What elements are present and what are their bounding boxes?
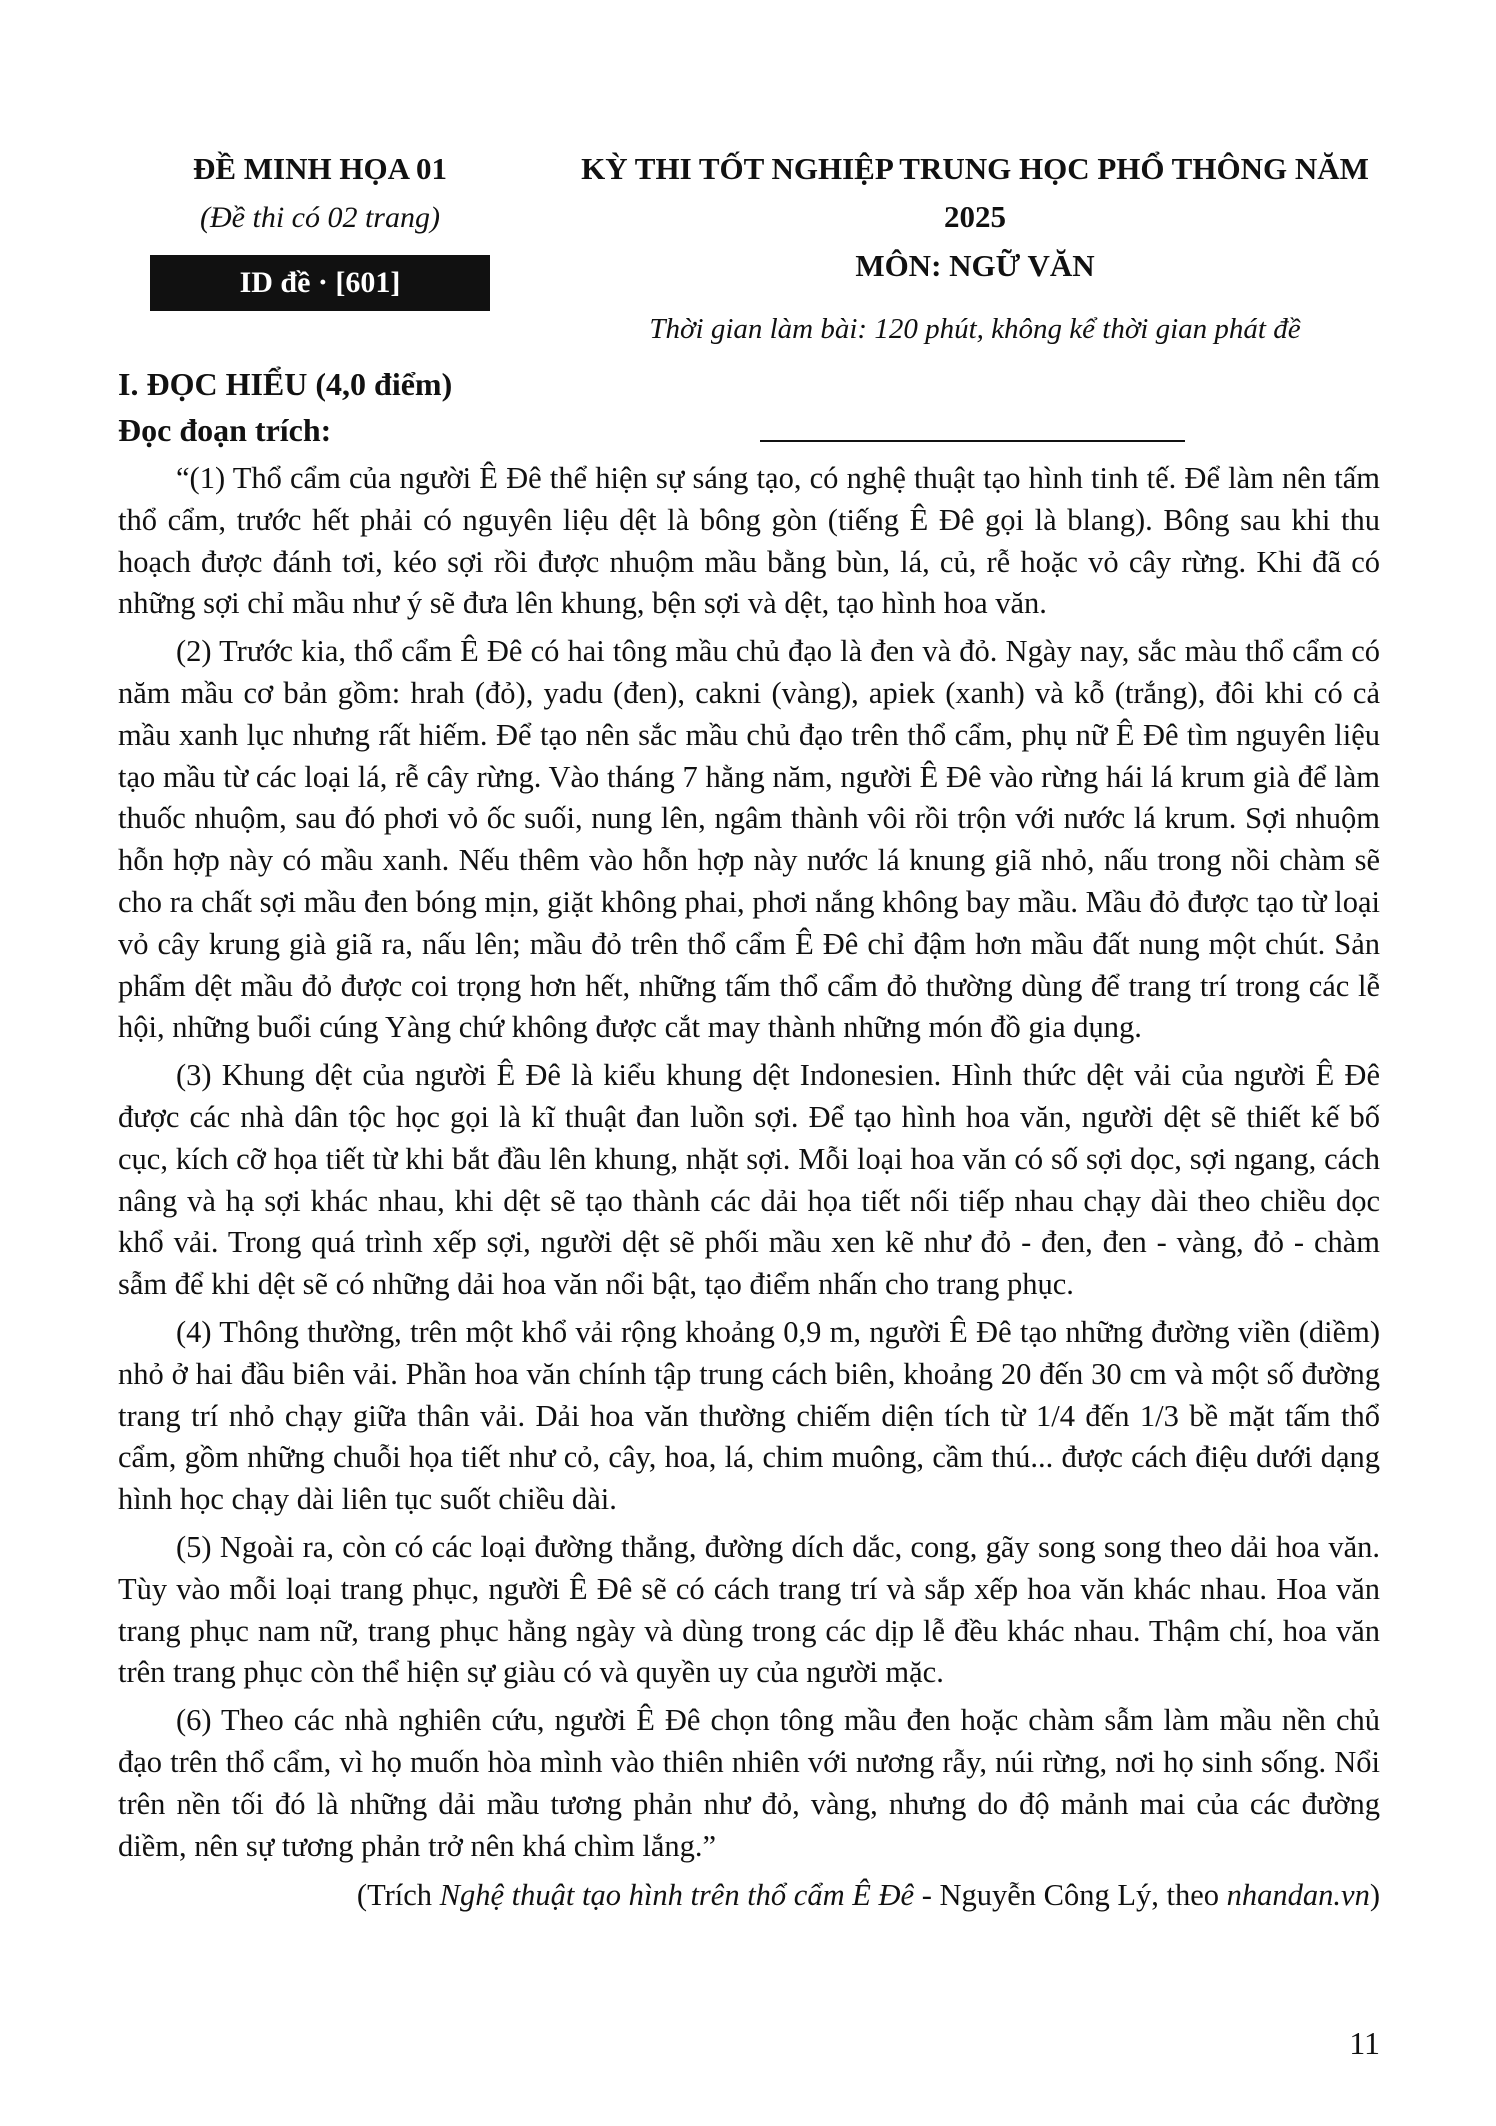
page-number: 11 (1349, 2025, 1380, 2061)
passage-paragraph: (5) Ngoài ra, còn có các loại đường thẳng, đường dích dắc, cong, gãy song song theo dải hoa văn. Tùy vào mỗi loại trang phục, người Ê Đê sẽ có cách trang trí và sắp xếp hoa văn khác nhau. Hoa văn trang phục nam nữ, trang phục hằng ngày và dùng trong các dịp lễ đều khác nhau. Thậm chí, hoa văn trên trang phục còn thể hiện sự giàu có và quyền uy của người mặc. (118, 1529, 1380, 1690)
time-note-wrap (555, 303, 1395, 355)
section-title: I. ĐỌC HIỂU (4,0 điểm) (118, 366, 453, 402)
passage-paragraph: (6) Theo các nhà nghiên cứu, người Ê Đê chọn tông mầu đen hoặc chàm sẫm làm mầu nền chủ đạo trên thổ cẩm, vì họ muốn hòa mình vào thiên nhiên với nương rẫy, núi rừng, nơi họ sinh sống. Nổi trên nền tối đó là những dải mầu tương phản như đỏ, vàng, nhưng do độ mảnh mai của các đường diềm, nên sự tương phản trở nên khá chìm lắng.” (118, 1703, 1380, 1863)
passage-paragraph: (3) Khung dệt của người Ê Đê là kiểu khung dệt Indonesien. Hình thức dệt vải của người Ê Đê được các nhà dân tộc học gọi là kĩ thuật đan luồn sợi. Để tạo hình hoa văn, người dệt sẽ thiết kế bố cục, kích cỡ họa tiết từ khi bắt đầu lên khung, nhặt sợi. Mỗi loại hoa văn có số sợi dọc, sợi ngang, cách nâng và hạ sợi khác nhau, khi dệt sẽ tạo thành các dải họa tiết nối tiếp nhau chạy dài theo chiều dọc khổ vải. Trong quá trình xếp sợi, người dệt sẽ phối mầu xen kẽ như đỏ - đen, đen - vàng, đỏ - chàm sẫm để khi dệt sẽ có những dải hoa văn nổi bật, tạo điểm nhấn cho trang phục. (118, 1058, 1380, 1302)
exam-title: KỲ THI TỐT NGHIỆP TRUNG HỌC PHỔ THÔNG NĂM 2025 (581, 151, 1369, 234)
exam-id-badge: ID đề · [601] (150, 255, 490, 311)
source-site: nhandan.vn (1226, 1878, 1370, 1913)
source-citation (118, 1873, 1380, 1917)
passage-paragraph: “(1) Thổ cẩm của người Ê Đê thể hiện sự sáng tạo, có nghệ thuật tạo hình tinh tế. Để làm nên tấm thổ cẩm, trước hết phải có nguyên liệu dệt là bông gòn (tiếng Ê Đê gọi là blang). Bông sau khi thu hoạch được đánh tơi, kéo sợi rồi được nhuộm mầu bằng bùn, lá, củ, rễ hoặc vỏ cây rừng. Khi đã có những sợi chỉ mầu như ý sẽ đưa lên khung, bện sợi và dệt, tạo hình hoa văn. (118, 461, 1380, 621)
source-suffix: ) (1369, 1878, 1380, 1913)
exam-set-title: ĐỀ MINH HỌA 01 (192, 151, 448, 186)
page-count-note: (Đề thi có 02 trang) (200, 201, 440, 234)
passage-paragraph: (2) Trước kia, thổ cẩm Ê Đê có hai tông mầu chủ đạo là đen và đỏ. Ngày nay, sắc màu thổ cẩm có năm mầu cơ bản gồm: hrah (đỏ), yadu (đen), cakni (vàng), apiek (xanh) và kỗ (trắng), đôi khi có cả mầu xanh lục nhưng rất hiếm. Để tạo nên sắc mầu chủ đạo trên thổ cẩm, phụ nữ Ê Đê tìm nguyên liệu tạo mầu từ các loại lá, rễ cây rừng. Vào tháng 7 hằng năm, người Ê Đê vào rừng hái lá krum già để làm thuốc nhuộm, sau đó phơi vỏ ốc suối, nung lên, ngâm thành vôi rồi trộn với nước lá krum. Sợi nhuộm hỗn hợp này có mầu xanh. Nếu thêm vào hỗn hợp này nước lá knung giã nhỏ, nấu trong nồi chàm sẽ cho ra chất sợi mầu đen bóng mịn, giặt không phai, phơi nắng không bay mầu. Mầu đỏ được tạo từ loại vỏ cây krung già giã ra, nấu lên; mầu đỏ trên thổ cẩm Ê Đê chỉ đậm hơn mầu đất nung một chút. Sản phẩm dệt mầu đỏ được coi trọng hơn hết, những tấm thổ cẩm đỏ thường dùng để trang trí trong các lễ hội, những buổi cúng Yàng chứ không được cắt may thành những món đồ gia dụng. (118, 634, 1380, 1045)
passage-paragraph: (4) Thông thường, trên một khổ vải rộng khoảng 0,9 m, người Ê Đê tạo những đường viền (diềm) nhỏ ở hai đầu biên vải. Phần hoa văn chính tập trung cách biên, khoảng 20 đến 30 cm và một số đường trang trí nhỏ chạy giữa thân vải. Dải hoa văn thường chiếm diện tích từ 1/4 đến 1/3 bề mặt tấm thổ cẩm, gồm những chuỗi họa tiết như cỏ, cây, hoa, lá, chim muông, cầm thú... được cách điệu dưới dạng hình học chạy dài liên tục suốt chiều dài. (118, 1314, 1380, 1517)
source-prefix: (Trích (356, 1878, 440, 1913)
header-right (555, 145, 1395, 355)
time-note: Thời gian làm bài: 120 phút, không kể thời gian phát đề (649, 313, 1301, 345)
source-middle: - Nguyễn Công Lý, theo (914, 1878, 1227, 1913)
subject-title: MÔN: NGỮ VĂN (855, 248, 1095, 283)
source-work-title: Nghệ thuật tạo hình trên thổ cẩm Ê Đê (439, 1878, 915, 1913)
reading-section (118, 362, 1380, 1917)
header-left (150, 145, 490, 311)
read-label: Đọc đoạn trích: (118, 412, 332, 448)
